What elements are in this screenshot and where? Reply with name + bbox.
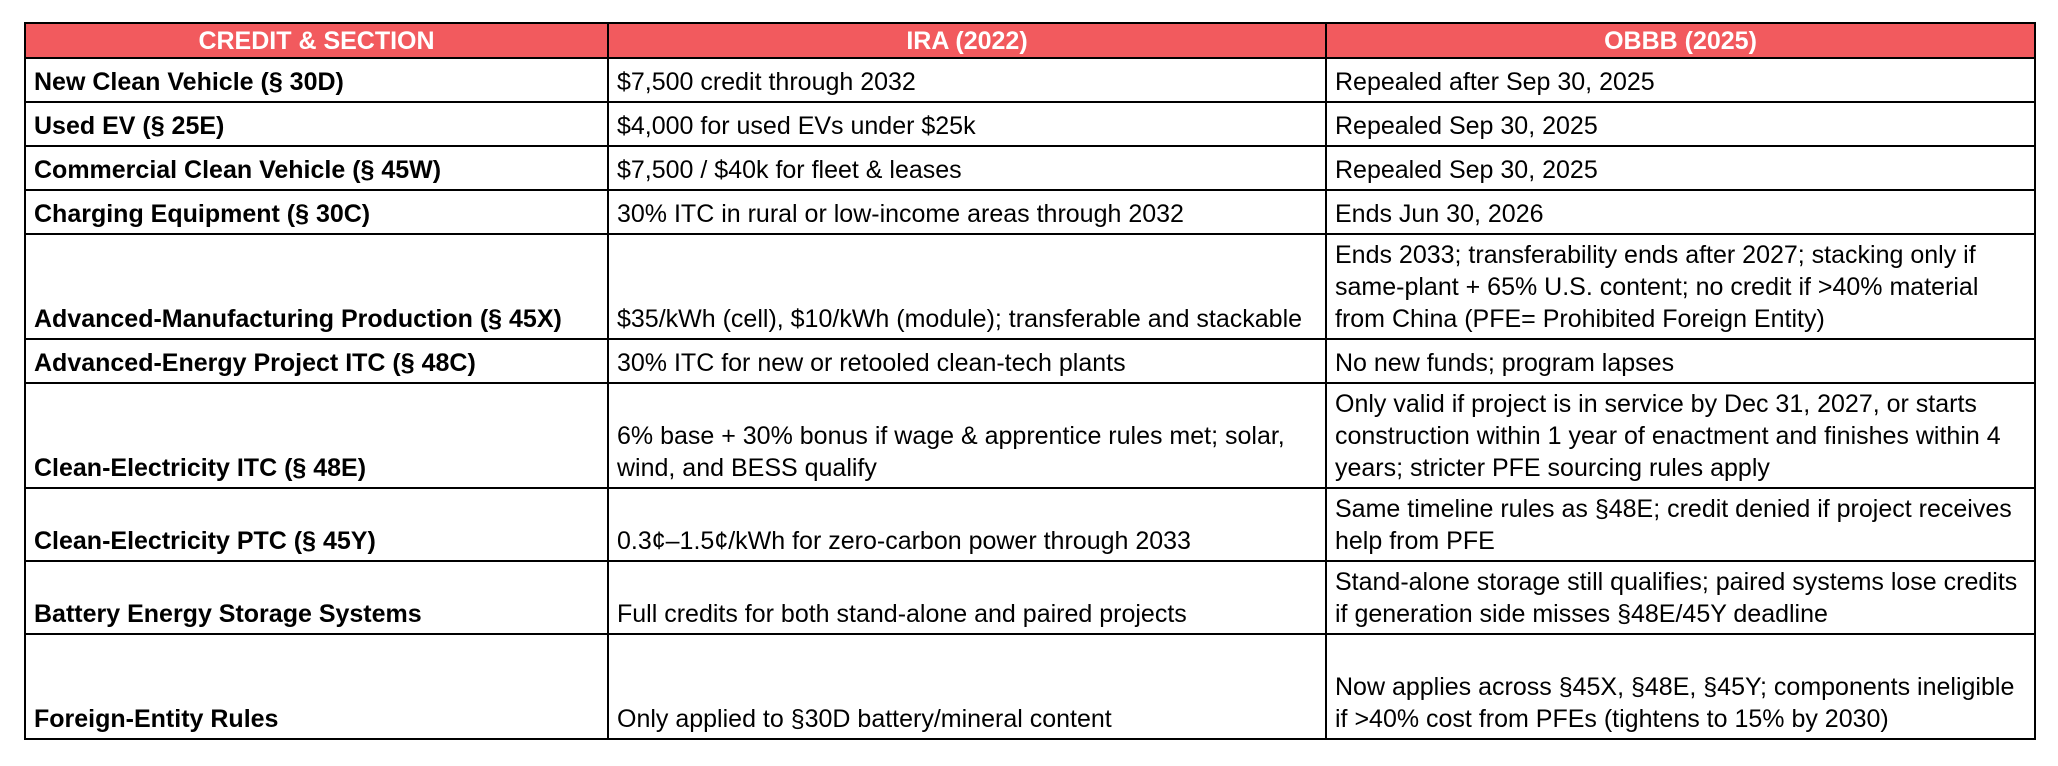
obbb-cell: Stand-alone storage still qualifies; paired systems lose credits if generation side misses §48E/45Y deadline (1326, 561, 2035, 634)
table-row (25, 383, 2035, 488)
credit-cell: New Clean Vehicle (§ 30D) (25, 58, 608, 102)
table-row (25, 146, 2035, 190)
obbb-cell: Repealed after Sep 30, 2025 (1326, 58, 2035, 102)
obbb-cell: Repealed Sep 30, 2025 (1326, 102, 2035, 146)
column-header-obbb-2025: OBBB (2025) (1326, 23, 2035, 58)
ira-cell: Only applied to §30D battery/mineral content (608, 634, 1326, 739)
credit-comparison-table (24, 22, 2036, 740)
table-row (25, 561, 2035, 634)
obbb-cell: No new funds; program lapses (1326, 339, 2035, 383)
ira-cell: 0.3¢–1.5¢/kWh for zero-carbon power through 2033 (608, 488, 1326, 561)
header-row (25, 23, 2035, 58)
credit-cell: Clean-Electricity PTC (§ 45Y) (25, 488, 608, 561)
ira-cell: 30% ITC for new or retooled clean-tech plants (608, 339, 1326, 383)
credit-cell: Charging Equipment (§ 30C) (25, 190, 608, 234)
credit-cell: Advanced-Manufacturing Production (§ 45X) (25, 234, 608, 339)
table-row (25, 58, 2035, 102)
obbb-cell: Only valid if project is in service by Dec 31, 2027, or starts construction within 1 year of enactment and finishes within 4 years; stricter PFE sourcing rules apply (1326, 383, 2035, 488)
ira-cell: $4,000 for used EVs under $25k (608, 102, 1326, 146)
table-row (25, 102, 2035, 146)
ira-cell: $35/kWh (cell), $10/kWh (module); transferable and stackable (608, 234, 1326, 339)
table-row (25, 234, 2035, 339)
table-row (25, 339, 2035, 383)
column-header-ira-2022: IRA (2022) (608, 23, 1326, 58)
obbb-cell: Ends 2033; transferability ends after 2027; stacking only if same-plant + 65% U.S. content; no credit if >40% material from China (PFE= Prohibited Foreign Entity) (1326, 234, 2035, 339)
table-row (25, 634, 2035, 739)
credit-cell: Foreign-Entity Rules (25, 634, 608, 739)
obbb-cell: Now applies across §45X, §48E, §45Y; components ineligible if >40% cost from PFEs (tightens to 15% by 2030) (1326, 634, 2035, 739)
ira-cell: 30% ITC in rural or low-income areas through 2032 (608, 190, 1326, 234)
column-header-credit-section: CREDIT & SECTION (25, 23, 608, 58)
ira-cell: $7,500 credit through 2032 (608, 58, 1326, 102)
table-row (25, 190, 2035, 234)
credit-cell: Advanced-Energy Project ITC (§ 48C) (25, 339, 608, 383)
credit-cell: Used EV (§ 25E) (25, 102, 608, 146)
credit-cell: Clean-Electricity ITC (§ 48E) (25, 383, 608, 488)
obbb-cell: Same timeline rules as §48E; credit denied if project receives help from PFE (1326, 488, 2035, 561)
ira-cell: 6% base + 30% bonus if wage & apprentice rules met; solar, wind, and BESS qualify (608, 383, 1326, 488)
table-row (25, 488, 2035, 561)
credit-cell: Commercial Clean Vehicle (§ 45W) (25, 146, 608, 190)
obbb-cell: Repealed Sep 30, 2025 (1326, 146, 2035, 190)
obbb-cell: Ends Jun 30, 2026 (1326, 190, 2035, 234)
credit-cell: Battery Energy Storage Systems (25, 561, 608, 634)
ira-cell: $7,500 / $40k for fleet & leases (608, 146, 1326, 190)
ira-cell: Full credits for both stand-alone and paired projects (608, 561, 1326, 634)
